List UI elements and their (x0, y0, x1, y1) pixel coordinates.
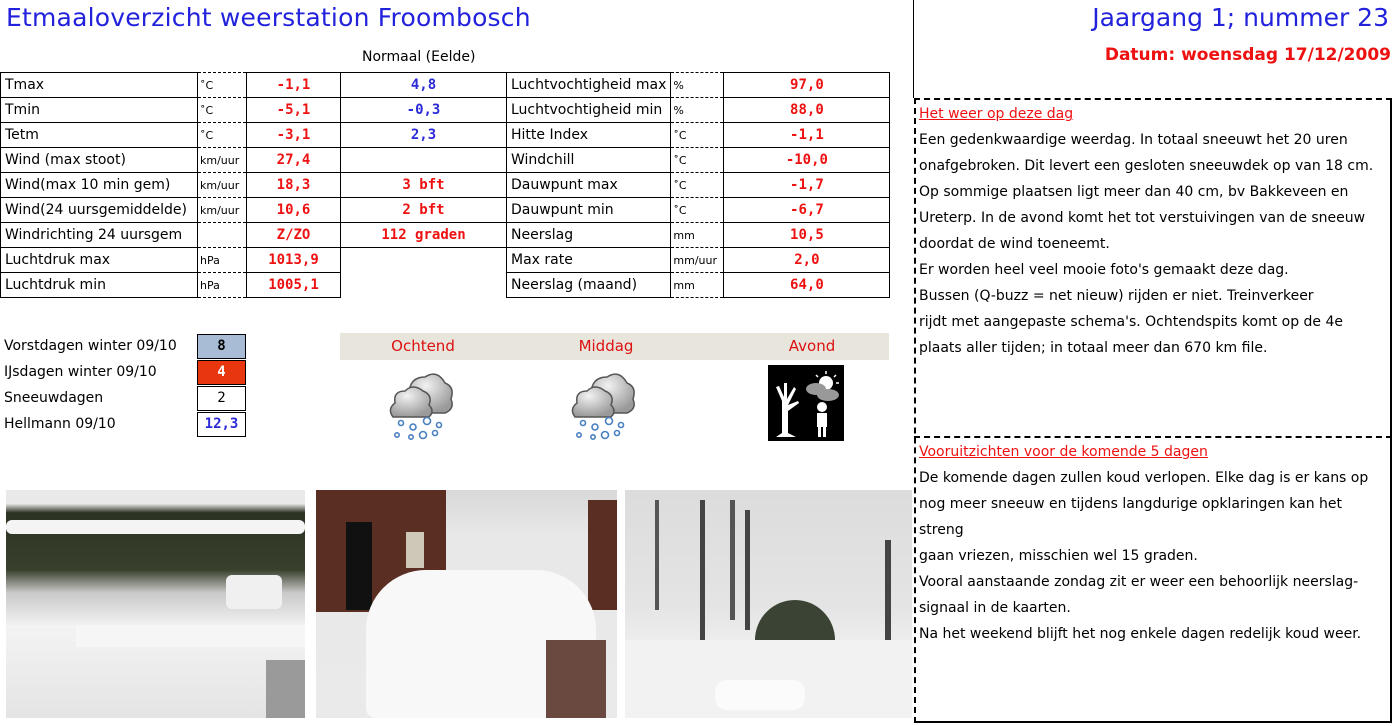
row-value: 97,0 (724, 73, 890, 98)
row-unit: ˚C (198, 123, 247, 148)
daypart-label-avond: Avond (788, 337, 836, 355)
table-row (1, 73, 507, 98)
row-unit: % (671, 98, 724, 123)
row-unit: ˚C (198, 98, 247, 123)
snow-house-hedge-photo (316, 490, 617, 718)
table-row (507, 223, 890, 248)
issue-number: Jaargang 1; nummer 23 (1092, 3, 1389, 32)
paragraph-line: Bussen (Q-buzz = net nieuw) rijden er niet. Treinverkeer (919, 288, 1314, 304)
row-unit: ˚C (671, 148, 724, 173)
stat-value: 4 (197, 360, 246, 385)
table-row (1, 148, 507, 173)
row-label: Dauwpunt min (507, 198, 671, 223)
section-divider (914, 436, 1392, 438)
row-unit: km/uur (198, 198, 247, 223)
row-value: -1,7 (724, 173, 890, 198)
table-row (1, 123, 507, 148)
paragraph-line: Na het weekend blijft het nog enkele dagen redelijk koud weer. (919, 626, 1362, 642)
stat-label: Vorstdagen winter 09/10 (4, 338, 177, 354)
empty-cell (341, 248, 507, 273)
paragraph-line: Vooral aanstaande zondag zit er weer een behoorlijk neerslag- (919, 574, 1359, 590)
table-row (1, 248, 507, 273)
table-row (1, 98, 507, 123)
stat-value: 8 (197, 334, 246, 359)
row-value: 2,0 (724, 248, 890, 273)
report-date: Datum: woensdag 17/12/2009 (1104, 45, 1391, 65)
snow-cloud-icon (387, 365, 457, 443)
row-normal: 3 bft (341, 173, 507, 198)
row-value: 88,0 (724, 98, 890, 123)
today-section (919, 101, 1389, 361)
table-row (507, 98, 890, 123)
row-value: -6,7 (724, 198, 890, 223)
row-label: Luchtdruk min (1, 273, 198, 298)
paragraph-line: gaan vriezen, misschien wel 15 graden. (919, 548, 1198, 564)
row-value: -3,1 (247, 123, 341, 148)
row-unit: mm (671, 273, 724, 298)
table-row (507, 173, 890, 198)
daily-measurements-table (0, 72, 507, 298)
outlook-section (919, 439, 1389, 647)
paragraph-line: onafgebroken. Dit levert een gesloten sneeuwdek op van 18 cm. (919, 158, 1374, 174)
today-heading: Het weer op deze dag (919, 106, 1074, 122)
row-label: Wind (max stoot) (1, 148, 198, 173)
paragraph-line: nog meer sneeuw en tijdens langdurige opklaringen kan het streng (919, 496, 1343, 538)
table-row (1, 273, 507, 298)
row-value: 10,6 (247, 198, 341, 223)
table-row (507, 73, 890, 98)
table-row (507, 123, 890, 148)
row-unit: ˚C (198, 73, 247, 98)
paragraph-line: Op sommige plaatsen ligt meer dan 40 cm, bv Bakkeveen en (919, 184, 1349, 200)
stat-value: 12,3 (197, 412, 246, 437)
row-label: Tmin (1, 98, 198, 123)
table-row (1, 223, 507, 248)
row-label: Dauwpunt max (507, 173, 671, 198)
row-value: -10,0 (724, 148, 890, 173)
row-label: Wind(24 uursgemiddelde) (1, 198, 198, 223)
row-value: -1,1 (247, 73, 341, 98)
row-unit: ˚C (671, 173, 724, 198)
row-value: 27,4 (247, 148, 341, 173)
row-unit: % (671, 73, 724, 98)
row-value: 10,5 (724, 223, 890, 248)
row-unit: hPa (198, 273, 247, 298)
row-normal (341, 148, 507, 173)
empty-cell (341, 273, 507, 298)
divider (913, 0, 914, 98)
table-row (507, 273, 890, 298)
row-label: Luchtvochtigheid max (507, 73, 671, 98)
row-label: Neerslag (507, 223, 671, 248)
table-row (507, 148, 890, 173)
stat-value: 2 (197, 386, 246, 411)
table-row (1, 173, 507, 198)
snow-garden-patio-photo (6, 490, 305, 718)
row-value: 1005,1 (247, 273, 341, 298)
humidity-precipitation-table (506, 72, 890, 298)
outlook-heading: Vooruitzichten voor de komende 5 dagen (919, 444, 1208, 460)
row-unit: km/uur (198, 173, 247, 198)
row-value: -1,1 (724, 123, 890, 148)
dayparts-header (340, 333, 889, 360)
page-title: Etmaaloverzicht weerstation Froombosch (6, 3, 531, 32)
row-label: Windchill (507, 148, 671, 173)
stat-label: IJsdagen winter 09/10 (4, 364, 157, 380)
snow-cloud-icon (569, 365, 639, 443)
row-unit (198, 223, 247, 248)
row-label: Max rate (507, 248, 671, 273)
row-unit: mm/uur (671, 248, 724, 273)
row-normal: 112 graden (341, 223, 507, 248)
row-normal: 2 bft (341, 198, 507, 223)
row-value: Z/ZO (247, 223, 341, 248)
paragraph-line: De komende dagen zullen koud verlopen. Elke dag is er kans op (919, 470, 1369, 486)
paragraph-line: Er worden heel veel mooie foto's gemaakt deze dag. (919, 262, 1289, 278)
paragraph-line: Ureterp. In de avond komt het tot verstuivingen van de sneeuw (919, 210, 1366, 226)
row-label: Luchtdruk max (1, 248, 198, 273)
paragraph-line: Een gedenkwaardige weerdag. In totaal sneeuwt het 20 uren (919, 132, 1348, 148)
stat-label: Hellmann 09/10 (4, 416, 116, 432)
row-label: Luchtvochtigheid min (507, 98, 671, 123)
snow-trees-field-photo (625, 490, 912, 718)
paragraph-line: doordat de wind toeneemt. (919, 236, 1110, 252)
row-unit: ˚C (671, 198, 724, 223)
row-label: Windrichting 24 uursgem (1, 223, 198, 248)
paragraph-line: signaal in de kaarten. (919, 600, 1071, 616)
row-normal: 4,8 (341, 73, 507, 98)
row-label: Tetm (1, 123, 198, 148)
row-label: Tmax (1, 73, 198, 98)
daypart-label-middag: Middag (578, 337, 634, 355)
row-normal: -0,3 (341, 98, 507, 123)
row-unit: mm (671, 223, 724, 248)
row-label: Wind(max 10 min gem) (1, 173, 198, 198)
paragraph-line: rijdt met aangepaste schema's. Ochtendspits komt op de 4e (919, 314, 1344, 330)
row-value: 64,0 (724, 273, 890, 298)
row-normal: 2,3 (341, 123, 507, 148)
table-row (507, 198, 890, 223)
windy-tree-person-icon (768, 365, 844, 441)
table-row (1, 198, 507, 223)
row-unit: ˚C (671, 123, 724, 148)
row-label: Neerslag (maand) (507, 273, 671, 298)
stat-label: Sneeuwdagen (4, 390, 104, 406)
row-value: 18,3 (247, 173, 341, 198)
row-label: Hitte Index (507, 123, 671, 148)
row-value: 1013,9 (247, 248, 341, 273)
normal-column-header: Normaal (Eelde) (362, 49, 476, 65)
row-unit: hPa (198, 248, 247, 273)
row-unit: km/uur (198, 148, 247, 173)
table-row (507, 248, 890, 273)
paragraph-line: plaats aller tijden; in totaal meer dan 670 km file. (919, 340, 1268, 356)
daypart-label-ochtend: Ochtend (391, 337, 455, 355)
row-value: -5,1 (247, 98, 341, 123)
